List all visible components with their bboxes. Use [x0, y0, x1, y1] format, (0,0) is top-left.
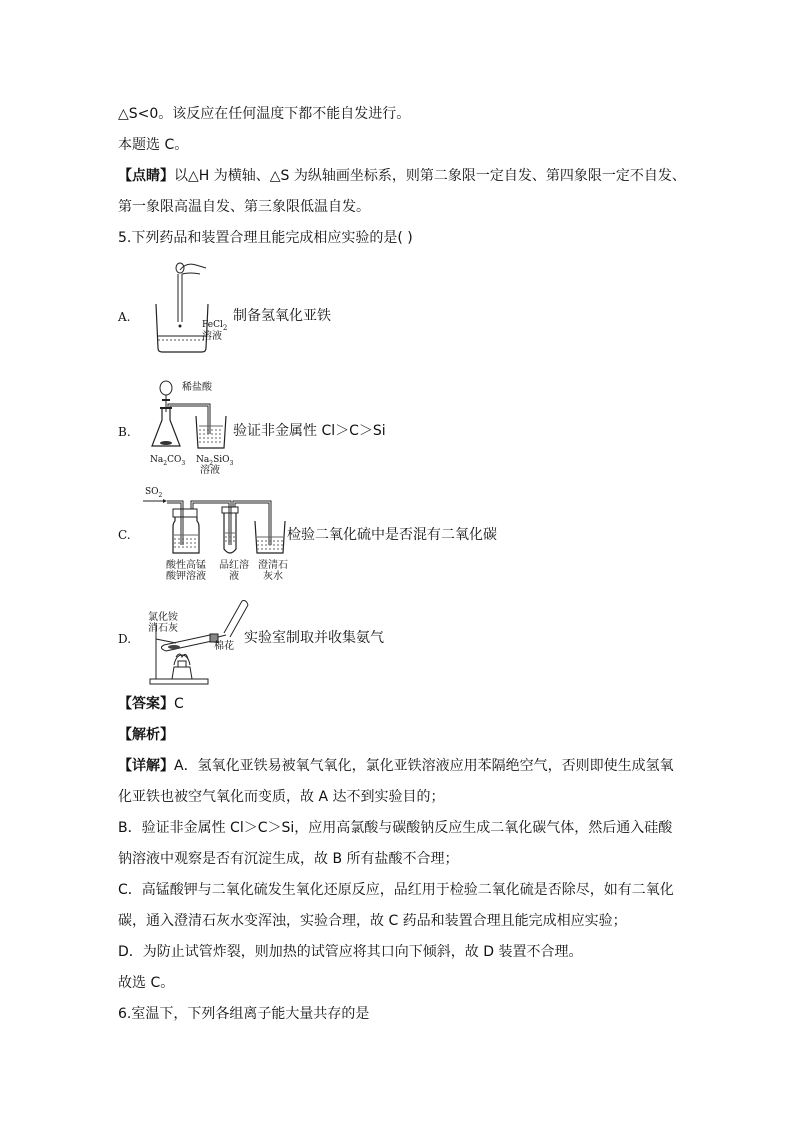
option-c-gas-label: $SO_2$ [145, 487, 163, 499]
text-line: △S<0。该反应在任何温度下都不能自发进行。 [118, 106, 411, 122]
option-d-cotton-label: 棉花 [214, 641, 234, 652]
detail-tag: 【详解】 [118, 758, 174, 774]
option-d-reagent-label: 氯化铵 消石灰 [148, 612, 178, 634]
option-c-text: 检验二氧化硫中是否混有二氧化碳 [287, 527, 497, 543]
option-b-letter: B. [118, 425, 131, 439]
detail-line: D．为防止试管炸裂，则加热的试管应将其口向下倾斜，故 D 装置不合理。 [118, 944, 583, 960]
option-a-text: 制备氢氧化亚铁 [233, 308, 331, 324]
option-b-text: 验证非金属性 Cl＞C＞Si [233, 423, 386, 439]
answer-value: C [174, 696, 184, 712]
option-c-label-3: 澄清石 灰水 [258, 560, 288, 582]
option-c-figure [143, 495, 288, 557]
question-5: 5.下列药品和装置合理且能完成相应实验的是( ) [118, 230, 413, 246]
tip-text: 以△H 为横轴、△S 为纵轴画坐标系，则第二象限一定自发、第四象限一定不自发、 [174, 168, 686, 184]
option-a-reagent: FeCl$_2$ [202, 320, 228, 332]
detail-text: A．氢氧化亚铁易被氧气氧化，氯化亚铁溶液应用苯隔绝空气，否则即使生成氢氧 [174, 758, 674, 774]
option-b-beaker-sol: 溶液 [200, 465, 220, 476]
detail-line: B．验证非金属性 Cl＞C＞Si，应用高氯酸与碳酸钠反应生成二氧化碳气体，然后通入硅酸 [118, 820, 673, 836]
answer-line [118, 694, 184, 714]
option-b-acid-label: 稀盐酸 [182, 382, 212, 393]
option-a-figure [150, 260, 210, 356]
option-a-reagent-sol: 溶液 [202, 331, 222, 342]
option-b-beaker-label: $Na_2SiO_3$ [196, 455, 234, 467]
text-line [118, 166, 686, 186]
option-a-letter: A. [118, 310, 131, 324]
text-line: 第一象限高温自发、第三象限低温自发。 [118, 199, 370, 215]
option-d-letter: D. [118, 632, 132, 646]
option-c-letter: C. [118, 528, 131, 542]
tip-tag: 【点睛】 [118, 168, 174, 184]
answer-tag: 【答案】 [118, 696, 174, 712]
option-c-label-1: 酸性高锰 酸钾溶液 [166, 560, 206, 582]
detail-line: 碳，通入澄清石灰水变浑浊，实验合理，故 C 药品和装置合理且能完成相应实验； [118, 913, 627, 929]
detail-line: C．高锰酸钾与二氧化硫发生氧化还原反应，品红用于检验二氧化硫是否除尽，如有二氧化 [118, 882, 674, 898]
option-b-flask-label: $Na_2CO_3$ [150, 455, 186, 467]
detail-line: 故选 C。 [118, 975, 175, 991]
detail-line: 化亚铁也被空气氧化而变质，故 A 达不到实验目的； [118, 789, 445, 805]
option-c-label-2: 品红溶 液 [219, 560, 249, 582]
option-d-text: 实验室制取并收集氨气 [244, 630, 384, 646]
detail-line: 钠溶液中观察是否有沉淀生成，故 B 所有盐酸不合理； [118, 851, 459, 867]
question-6: 6.室温下，下列各组离子能大量共存的是 [118, 1006, 370, 1022]
detail-line [118, 756, 674, 776]
text-line: 本题选 C。 [118, 137, 189, 153]
analysis-tag: 【解析】 [118, 727, 174, 743]
